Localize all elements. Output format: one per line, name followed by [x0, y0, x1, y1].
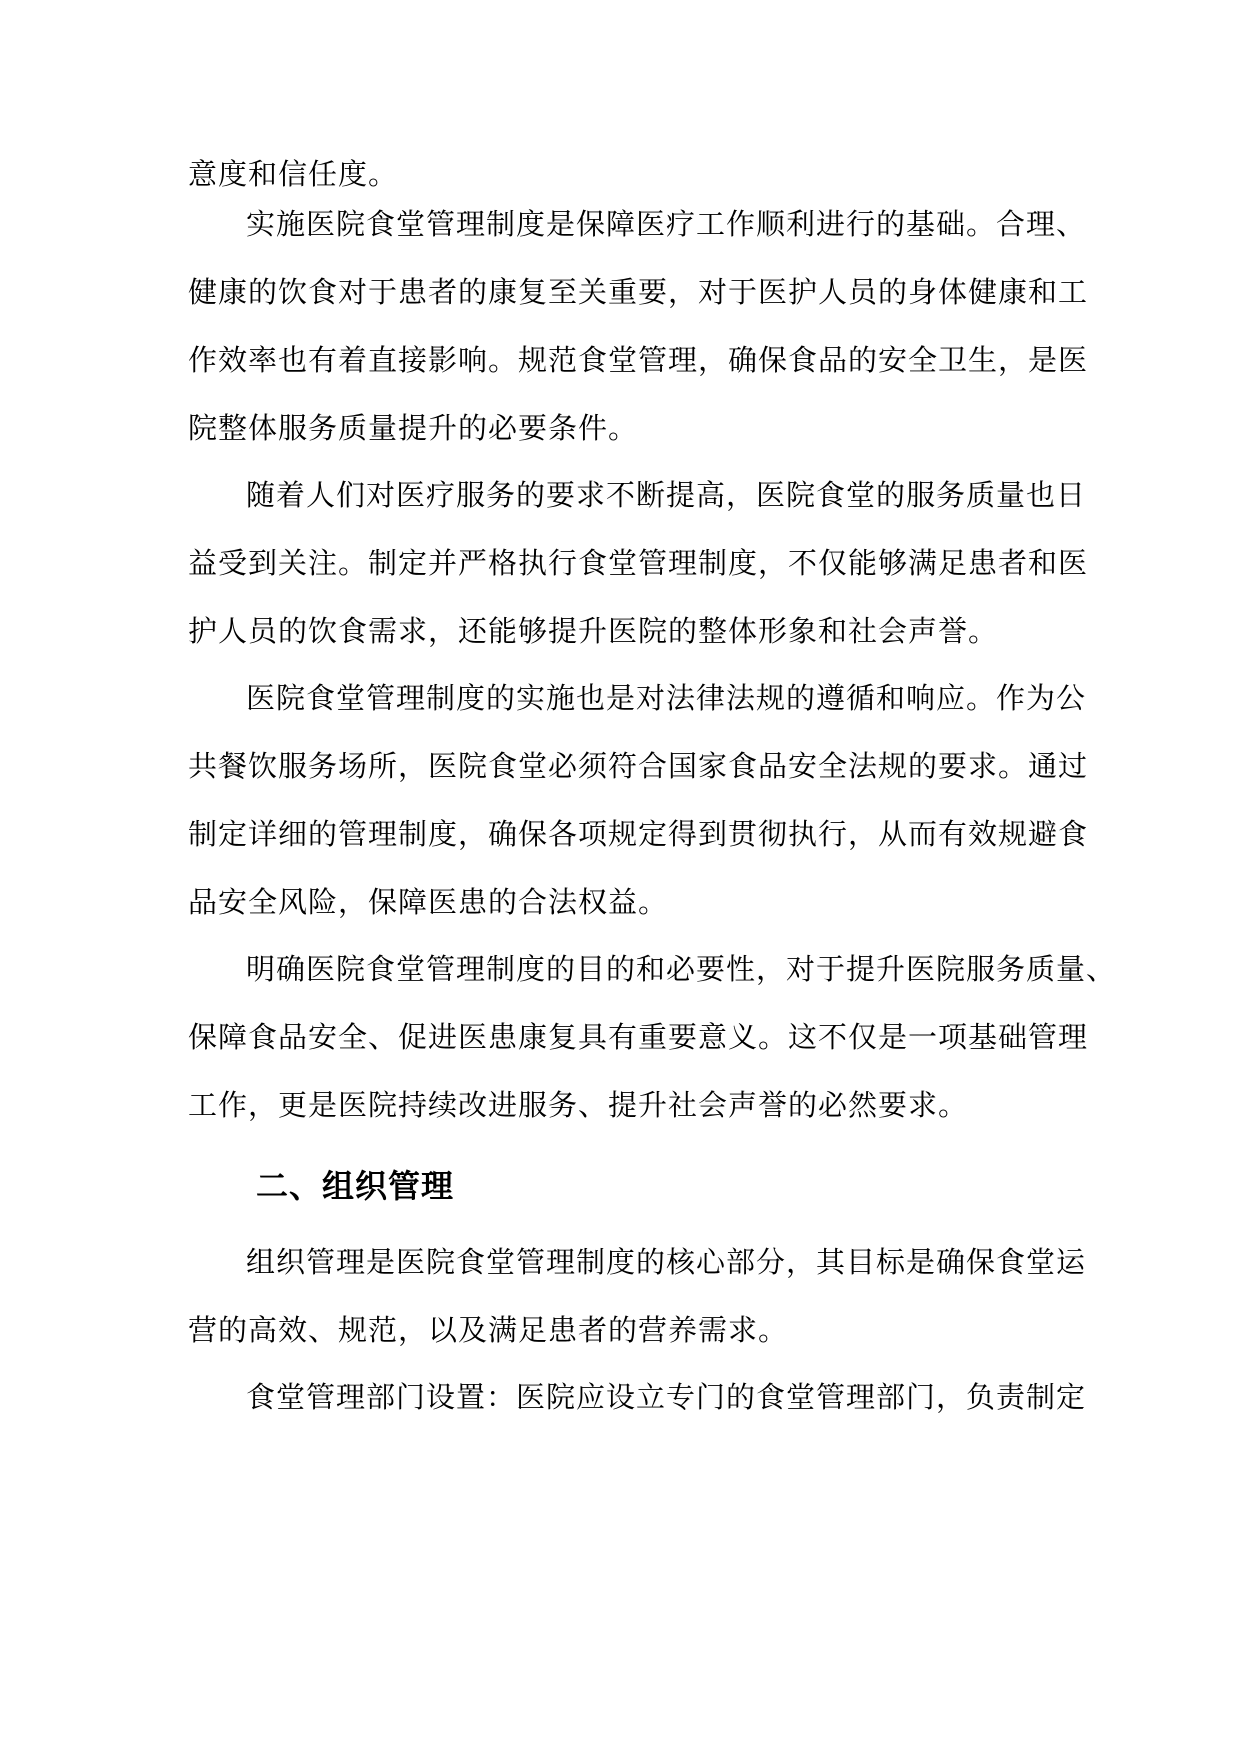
paragraph-4-line-3: 制定详细的管理制度，确保各项规定得到贯彻执行，从而有效规避食 — [188, 817, 1089, 851]
paragraph-1-line-1: 意度和信任度。 — [188, 157, 399, 191]
paragraph-3-line-2: 益受到关注。制定并严格执行食堂管理制度，不仅能够满足患者和医 — [188, 546, 1089, 580]
paragraph-5-line-3: 工作，更是医院持续改进服务、提升社会声誉的必然要求。 — [188, 1088, 969, 1122]
section-paragraph-1-line-2: 营的高效、规范，以及满足患者的营养需求。 — [188, 1313, 789, 1347]
paragraph-3-line-1: 随着人们对医疗服务的要求不断提高，医院食堂的服务质量也日 — [246, 478, 1087, 512]
paragraph-4-line-2: 共餐饮服务场所，医院食堂必须符合国家食品安全法规的要求。通过 — [188, 749, 1089, 783]
paragraph-2-line-4: 院整体服务质量提升的必要条件。 — [188, 411, 639, 445]
section-heading: 二、组织管理 — [256, 1167, 455, 1205]
paragraph-4-line-1: 医院食堂管理制度的实施也是对法律法规的遵循和响应。作为公 — [246, 681, 1087, 715]
paragraph-4-line-4: 品安全风险，保障医患的合法权益。 — [188, 885, 669, 919]
paragraph-2-line-3: 作效率也有着直接影响。规范食堂管理，确保食品的安全卫生，是医 — [188, 343, 1089, 377]
paragraph-5-line-1: 明确医院食堂管理制度的目的和必要性，对于提升医院服务质量、 — [246, 952, 1117, 986]
paragraph-2-line-1: 实施医院食堂管理制度是保障医疗工作顺利进行的基础。合理、 — [246, 207, 1087, 241]
paragraph-2-line-2: 健康的饮食对于患者的康复至关重要，对于医护人员的身体健康和工 — [188, 275, 1089, 309]
paragraph-3-line-3: 护人员的饮食需求，还能够提升医院的整体形象和社会声誉。 — [188, 614, 999, 648]
section-paragraph-2-line-1: 食堂管理部门设置：医院应设立专门的食堂管理部门，负责制定 — [246, 1380, 1087, 1414]
section-paragraph-1-line-1: 组织管理是医院食堂管理制度的核心部分，其目标是确保食堂运 — [246, 1245, 1087, 1279]
paragraph-5-line-2: 保障食品安全、促进医患康复具有重要意义。这不仅是一项基础管理 — [188, 1020, 1089, 1054]
